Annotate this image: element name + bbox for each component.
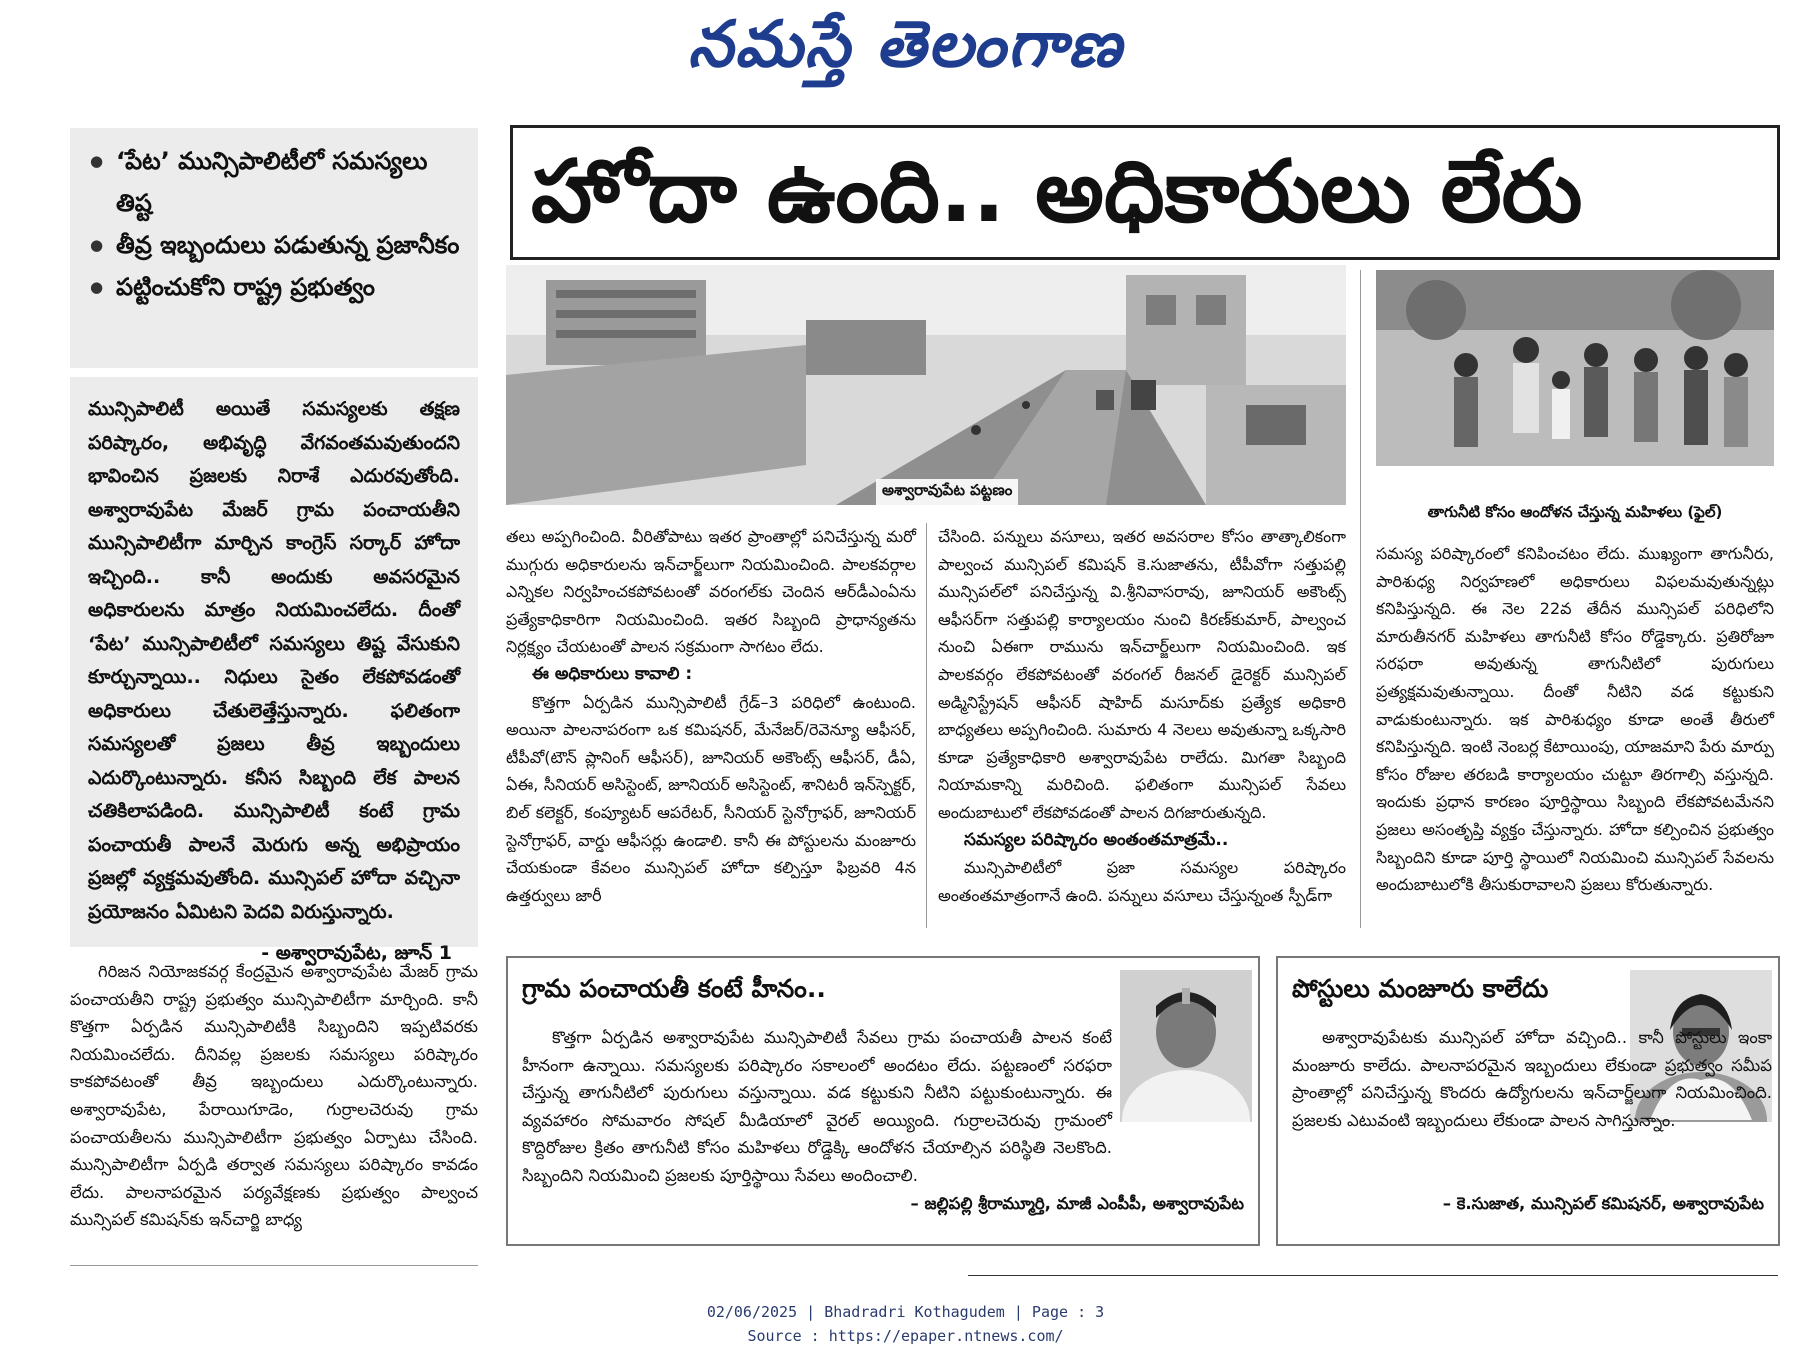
box-attribution: – కె.సుజాత, మున్సిపల్ కమిషనర్, అశ్వారావుపేట [1442,1194,1764,1213]
box-paragraph: అశ్వారావుపేటకు మున్సిపల్ హోదా వచ్చింది.. కానీ పోస్టులు ఇంకా మంజూరు కాలేదు. పాలనాపరమైన ఇబ్బందులు లేకుండా ప్రభుత్వం సమీప ప్రాంతాల్లో పనిచేస్తున్న కొందరు ఉద్యోగులను ఇన్‌చార్జ్‌లుగా నియమించింది. ప్రజలకు ఎటువంటి ఇబ్బందులు లేకుండా పాలన సాగిస్తున్నాం. [1292,1028,1772,1130]
portrait-photo [1120,970,1252,1122]
highlight-item: ● తీవ్ర ఇబ్బందులు పడుతున్న ప్రజానీకం [90,224,464,266]
highlight-item: ● ‘పేట’ మున్సిపాలిటీలో సమస్యలు తిష్ట [90,140,464,224]
footer [0,1300,1811,1348]
column-paragraph: మున్సిపాలిటీలో ప్రజా సమస్యల పరిష్కారం అంతంతమాత్రంగానే ఉంది. పన్నులు వసూలు చేస్తున్నంత స్పీడ్‌గా [938,858,1346,905]
left-body-text: గిరిజన నియోజకవర్గ కేంద్రమైన అశ్వారావుపేట మేజర్ గ్రామ పంచాయతీని రాష్ట్ర ప్రభుత్వం మున్సిపాలిటీగా మార్చింది. కానీ కొత్తగా ఏర్పడిన మున్సిపాలిటీకి సిబ్బందిని ఇప్పటివరకు నియమించలేదు. దీనివల్ల ప్రజలకు సమస్యలు పరిష్కారం కాకపోవటంతో తీవ్ర ఇబ్బందులు ఎదుర్కొంటున్నారు. అశ్వారావుపేట, పేరాయిగూడెం, గుర్రాలచెరువు గ్రామ పంచాయతీలను మున్సిపాలిటీగా ప్రభుత్వం ఏర్పాటు చేసింది. మున్సిపాలిటీగా ఏర్పడి తర్వాత సమస్యలు పరిష్కారం కావడం లేదు. పాలనాపరమైన పర్యవేక్షణకు ప్రభుత్వం పాల్వంచ మున్సిపల్ కమిషన్‌కు ఇన్‌చార్జి బాధ్య [70,962,478,1230]
box-attribution: – జల్లిపల్లి శ్రీరామ్మూర్తి, మాజీ ఎంపీపీ, అశ్వారావుపేట [910,1194,1244,1213]
article-column-1 [506,523,916,909]
highlights-box [70,128,478,368]
subheading: ఈ అధికారులు కావాలి : [532,663,693,684]
town-photo [506,265,1346,505]
article-column-3 [1376,540,1774,899]
protest-photo-caption: తాగునీటి కోసం ఆందోళన చేస్తున్న మహిళలు (ఫైల్) [1427,503,1723,521]
quote-box-1 [506,956,1260,1246]
box-title: గ్రామ పంచాయతీ కంటే హీనం.. [522,974,826,1003]
divider [70,1265,478,1266]
column-rule [926,523,927,928]
box-text [522,1024,1112,1190]
dateline: - అశ్వారావుపేట, జూన్ 1 [261,942,452,964]
footer-edition-line: 02/06/2025 | Bhadradri Kothagudem | Page : 3 [706,1303,1105,1321]
portrait-image [1120,970,1252,1122]
left-body [70,958,478,1234]
protest-photo [1376,270,1774,466]
town-photo-caption: అశ్వారావుపేట పట్టణం [876,479,1018,505]
column-paragraph: తలు అప్పగించింది. వీరితోపాటు ఇతర ప్రాంతాల్లో పనిచేస్తున్న మరో ముగ్గురు అధికారులను ఇన్‌చార్జ్‌లుగా నియమించింది. పాలకవర్గాల ఎన్నికల నిర్వహించకపోవటంతో వరంగల్‌కు చెందిన ఆర్‌డీఎంఏను ప్రత్యేకాధికారిగా నియమించింది. ఇతర సిబ్బంది ప్రాధాన్యతను నిర్లక్ష్యం చేయటంతో పాలన సక్రమంగా సాగటం లేదు. [506,527,916,657]
intro-text: మున్సిపాలిటీ అయితే సమస్యలకు తక్షణ పరిష్కారం, అభివృద్ధి వేగవంతమవుతుందని భావించిన ప్రజలకు నిరాశే ఎదురవుతోంది. అశ్వారావుపేట మేజర్ గ్రామ పంచాయతీని మున్సిపాలిటీగా మార్చిన కాంగ్రెస్ సర్కార్ హోదా ఇచ్చింది.. కానీ అందుకు అవసరమైన అధికారులను మాత్రం నియమించలేదు. దీంతో ‘పేట’ మున్సిపాలిటీలో సమస్యలు తిష్ట వేసుకుని కూర్చున్నాయి.. నిధులు సైతం లేకపోవడంతో అధికారులు చేతులెత్తేస్తున్నారు. ఫలితంగా సమస్యలతో ప్రజలు తీవ్ర ఇబ్బందులు ఎదుర్కొంటున్నారు. కనీస సిబ్బంది లేక పాలన చతికిలాపడింది. మున్సిపాలిటీ కంటే గ్రామ పంచాయతీ పాలనే మెరుగు అన్న అభిప్రాయం ప్రజల్లో వ్యక్తమవుతోంది. మున్సిపల్ హోదా వచ్చినా ప్రయోజనం ఏమిటని పెదవి విరుస్తున్నారు. [88,398,460,923]
headline: హోదా ఉంది.. అధికారులు లేరు [510,125,1780,260]
box-paragraph: కొత్తగా ఏర్పడిన అశ్వారావుపేట మున్సిపాలిటీ సేవలు గ్రామ పంచాయతీ పాలన కంటే హీనంగా ఉన్నాయి. సమస్యలకు పరిష్కారం సకాలంలో అందటం లేదు. పట్టణంలో సరఫరా చేస్తున్న తాగునీటిలో పురుగులు వస్తున్నాయి. వడ కట్టుకుని నీటిని పట్టుకుంటున్నారు. ఈ వ్యవహారం సోమవారం సోషల్ మీడియాలో వైరల్ అయ్యింది. గుర్రాలచెరువు గ్రామంలో కొద్దిరోజుల క్రితం తాగునీటి కోసం మహిళలు రోడ్డెక్కి ఆందోళన చేయాల్సిన పరిస్థితి నెలకొంది. సిబ్బందిని నియమించి ప్రజలకు పూర్తిస్థాయి సేవలు అందించాలి. [522,1028,1112,1185]
protest-photo-image [1376,270,1774,466]
article-column-2 [938,523,1346,909]
quote-box-2 [1276,956,1780,1246]
divider [968,1275,1778,1276]
box-text [1292,1024,1772,1134]
highlight-item: ● పట్టించుకోని రాష్ట్ర ప్రభుత్వం [90,266,464,308]
masthead: నమస్తే తెలంగాణ [687,8,1124,82]
box-title: పోస్టులు మంజూరు కాలేదు [1292,974,1549,1003]
column-paragraph: కొత్తగా ఏర్పడిన మున్సిపాలిటీ గ్రేడ్–3 పరిధిలో ఉంటుంది. అయినా పాలనాపరంగా ఒక కమిషనర్, మేనేజర్/రెవెన్యూ ఆఫీసర్, టీపీవో(టౌన్ ప్లానింగ్ ఆఫీసర్), జూనియర్ అకౌంట్స్ ఆఫీసర్, డీఏ, ఏఈ, సీనియర్ అసిస్టెంట్, జూనియర్ అసిస్టెంట్, శానిటరీ ఇన్‌స్పెక్టర్, బిల్ కలెక్టర్, కంప్యూటర్ ఆపరేటర్, సీనియర్ స్టెనోగ్రాఫర్, జూనియర్ స్టెనోగ్రాఫర్, వార్డు ఆఫీసర్లు ఉండాలి. కానీ ఈ పోస్టులను మంజూరు చేయకుండా కేవలం మున్సిపల్ హోదా కల్పిస్తూ ఫిబ్రవరి 4న ఉత్తర్వులు జారీ [506,692,916,905]
column-paragraph: చేసింది. పన్నులు వసూలు, ఇతర అవసరాల కోసం తాత్కాలికంగా పాల్వంచ మున్సిపల్ కమిషన్ కె.సుజాతను, టీపీవోగా సత్తుపల్లి మున్సిపల్‌లో పనిచేస్తున్న వి.శ్రీనివాసరావు, జూనియర్ అకౌంట్స్ ఆఫీసర్‌గా సత్తుపల్లి కార్యాలయం నుంచి కిరణ్‌కుమార్, పాల్వంచ నుంచి ఏఈగా రామును ఇన్‌చార్జ్‌లుగా నియమించింది. ఇక పాలకవర్గం లేకపోవటంతో వరంగల్ రీజనల్ డైరెక్టర్ మున్సిపల్ అడ్మినిస్ట్రేషన్ ఆఫీసర్ షాహిద్ మసూద్‌కు ప్రత్యేక అధికారి బాధ్యతలు అప్పగించింది. సుమారు 4 నెలలు అవుతున్నా ఒక్కసారి కూడా ప్రత్యేకాధికారి అశ్వారావుపేట రాలేదు. మిగతా సిబ్బంది నియామకాన్ని మరిచింది. ఫలితంగా మున్సిపల్ సేవలు అందుబాటులో లేకపోవడంతో పాలన దిగజారుతున్నది. [938,527,1346,822]
town-photo-image [506,265,1346,505]
column-paragraph: సమస్య పరిష్కారంలో కనిపించటం లేదు. ముఖ్యంగా తాగునీరు, పారిశుధ్య నిర్వహణలో అధికారులు విఫలమవుతున్నట్లు కనిపిస్తున్నది. ఈ నెల 22వ తేదీన మున్సిపల్ పరిధిలోని మారుతీనగర్ మహిళలు తాగునీటి కోసం రోడ్డెక్కారు. ప్రతిరోజూ సరఫరా అవుతున్న తాగునీటిలో పురుగులు ప్రత్యక్షమవుతున్నాయి. దీంతో నీటిని వడ కట్టుకుని వాడుకుంటున్నారు. ఇక పారిశుధ్యం కూడా అంతే తీరులో కనిపిస్తున్నది. ఇంటి నెంబర్ల కేటాయింపు, యాజమాని పేరు మార్పు కోసం రోజుల తరబడి కార్యాలయం చుట్టూ తిరగాల్సి వస్తున్నది. ఇందుకు ప్రధాన కారణం పూర్తిస్థాయి సిబ్బంది లేకపోవటమేనని ప్రజలు అసంతృప్తి వ్యక్తం చేస్తున్నారు. హోదా కల్పించిన ప్రభుత్వం సిబ్బందిని కూడా పూర్తి స్థాయిలో నియమించి మున్సిపల్ సేవలను అందుబాటులోకి తీసుకురావాలని ప్రజలు కోరుతున్నారు. [1376,544,1775,895]
column-rule [1360,270,1361,928]
subheading: సమస్యల పరిష్కారం అంతంతమాత్రమే.. [964,829,1229,850]
footer-source-link[interactable]: Source : https://epaper.ntnews.com/ [747,1327,1064,1345]
intro-box [70,377,478,964]
